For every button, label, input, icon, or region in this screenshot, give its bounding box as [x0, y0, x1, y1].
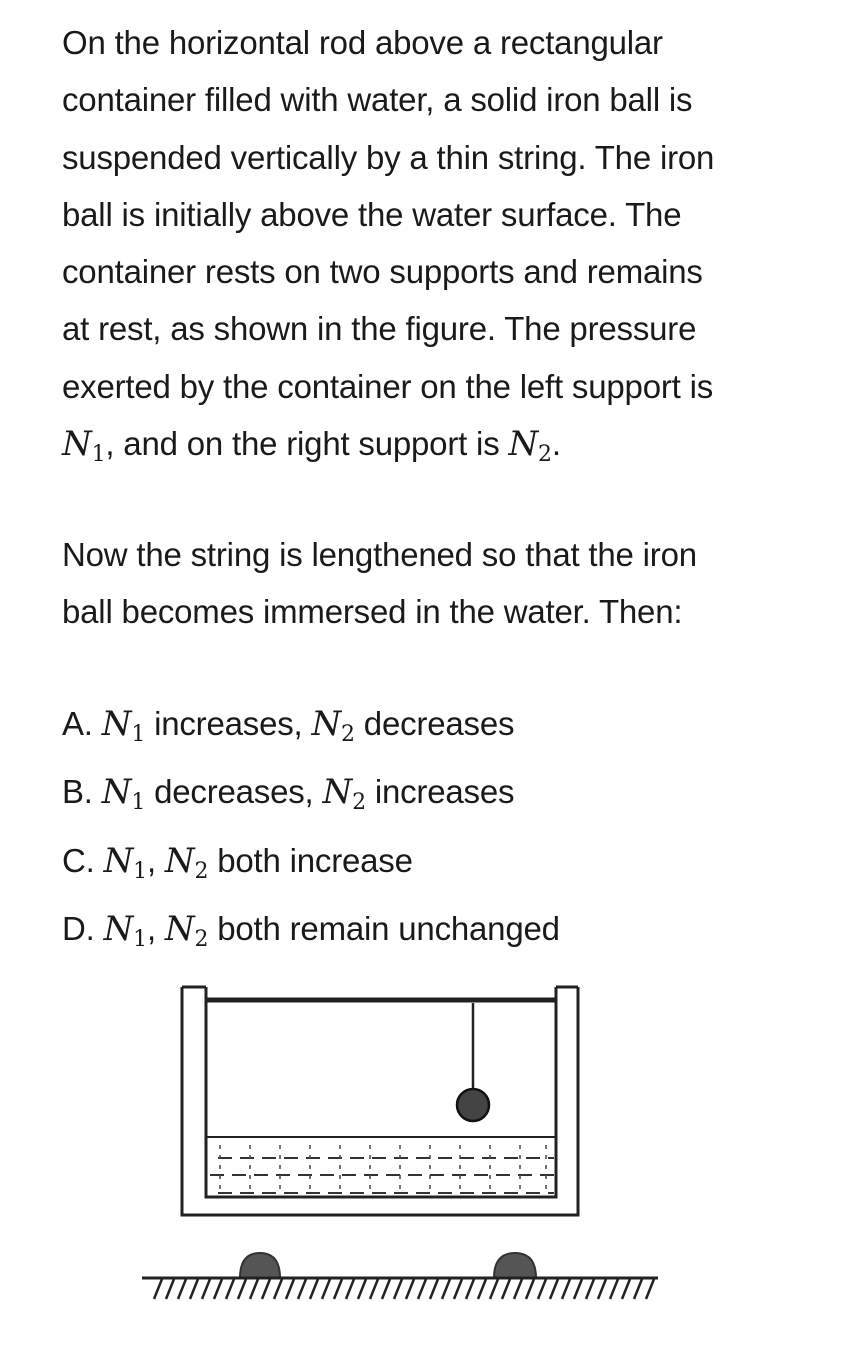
variable-n1: $N_1$	[62, 424, 106, 468]
ground	[142, 1278, 658, 1299]
text-line: suspended vertically by a thin string. The iron	[62, 138, 715, 176]
text-line: On the horizontal rod above a rectangular	[62, 24, 663, 61]
text-line: container rests on two supports and remains	[62, 253, 703, 291]
container	[182, 987, 578, 1215]
iron-ball	[457, 1089, 489, 1121]
text-line: exerted by the container on the left support is	[62, 367, 714, 405]
question-paragraph-1	[62, 14, 832, 483]
container-figure	[130, 975, 670, 1315]
option-d[interactable]: D. $N_1$, $N_2$ both remain unchanged	[62, 908, 560, 952]
answer-options	[62, 695, 832, 968]
right-support	[494, 1253, 536, 1278]
option-b[interactable]: B. $N_1$ decreases, $N_2$ increases	[62, 772, 515, 816]
text-line: ball is initially above the water surface. The	[62, 195, 682, 233]
option-a[interactable]: A. $N_1$ increases, $N_2$ decreases	[62, 704, 515, 747]
water	[206, 1137, 556, 1195]
text-line: at rest, as shown in the figure. The pressure	[62, 310, 697, 348]
text-line-final: $N_1$, and on the right support is $N_2$.	[62, 424, 561, 468]
left-support	[240, 1253, 280, 1278]
variable-n2: $N_2$	[508, 424, 552, 468]
question-paragraph-2	[62, 526, 832, 641]
text-line: ball becomes immersed in the water. Then:	[62, 593, 683, 631]
option-c[interactable]: C. $N_1$, $N_2$ both increase	[62, 840, 413, 884]
text-line: Now the string is lengthened so that the iron	[62, 536, 697, 573]
text-line: container filled with water, a solid iron ball is	[62, 81, 693, 119]
